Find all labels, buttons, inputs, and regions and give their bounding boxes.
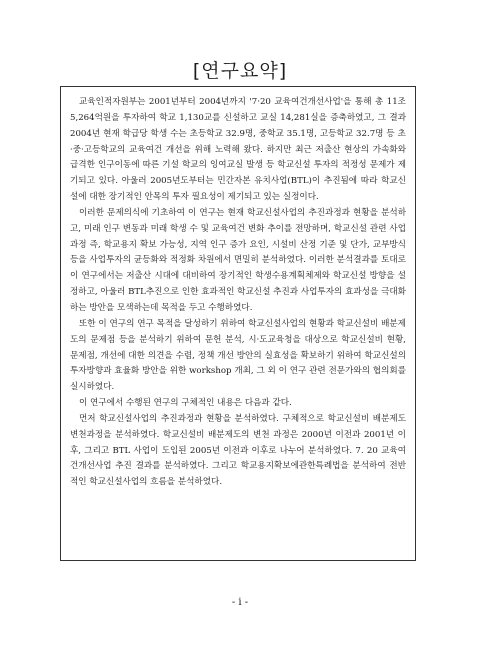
summary-paragraph-1: 교육인적자원부는 2001년부터 2004년까지 '7·20 교육여건개선사업'을 통해 총 11조 5,264억원을 투자하여 학교 1,130교를 신설하고 교실 14,281실을 증축하였고, 그 결과 2004년 현재 학급당 학생 수는 초등학교 32.9명, 중학교 35.1명, 고등학교 32.7명 등 초·중·고등학교의 교육여건 개선을 위해 노력해 왔다. 하지만 최근 저출산 현상의 가속화와 급격한 인구이동에 따른 기설 학교의 잉여교실 발생 등 학교신설 투자의 적정성 문제가 제기되고 있다. 아울러 2005년도부터는 민간자본 유치사업(BTL)이 추진됨에 따라 학교신설에 대한 장기적인 안목의 투자 필요성이 제기되고 있는 실정이다. <box>70 97 406 203</box>
page-number: - i - <box>231 597 249 608</box>
summary-paragraph-2: 이러한 문제의식에 기초하여 이 연구는 현재 학교신설사업의 추진과정과 현황을 분석하고, 미래 인구 변동과 미래 학생 수 및 교육여건 변화 추이를 전망하며, 학교신설 관련 사업과정 즉, 학교용지 확보 가능성, 지역 인구 증가 요인, 시설비 산정 기준 및 단가, 교부방식 등을 사업투자의 균등화와 적정화 차원에서 면밀히 분석하였다. 이러한 분석결과를 토대로 이 연구에서는 저출산 시대에 대비하여 장기적인 학생수용계획체제와 학교신설 방향을 설정하고, 아울러 BTL추진으로 인한 효과적인 학교신설 추진과 사업투자의 효과성을 극대화하는 방안을 모색하는데 목적을 두고 수행하였다. <box>70 207 406 313</box>
summary-paragraph-4: 이 연구에서 수행된 연구의 구체적인 내용은 다음과 같다. <box>79 398 292 409</box>
page-title: [연구요약] <box>192 60 288 82</box>
summary-paragraph-3: 또한 이 연구의 연구 목적을 달성하기 위하여 학교신설사업의 현황과 학교신설비 배분제도의 문제점 등을 분석하기 위하여 문헌 분석, 시·도교육청을 대상으로 학교신설비 현황, 문제점, 개선에 대한 의견을 수렴, 정책 개선 방안의 실효성을 확보하기 위하여 학교신설의 투자방향과 효율화 방안을 위한 workshop 개최, 그 외 이 연구 관련 전문가와의 협의회를 실시하였다. <box>70 318 406 393</box>
summary-box <box>60 86 416 561</box>
summary-paragraph-5: 먼저 학교신설사업의 추진과정과 현황을 분석하였다. 구체적으로 학교신설비 배분제도 변천과정을 분석하였다. 학교신설비 배분제도의 변천 과정은 2000년 이전과 2001년 이후, 그리고 BTL 사업이 도입된 2005년 이전과 이후로 나누어 분석하였다. 7. 20 교육여건개선사업 추진 결과를 분석하였다. 그리고 학교용지확보에관한특례법을 분석하여 전반적인 학교신설사업의 흐름을 분석하였다. <box>70 413 406 488</box>
